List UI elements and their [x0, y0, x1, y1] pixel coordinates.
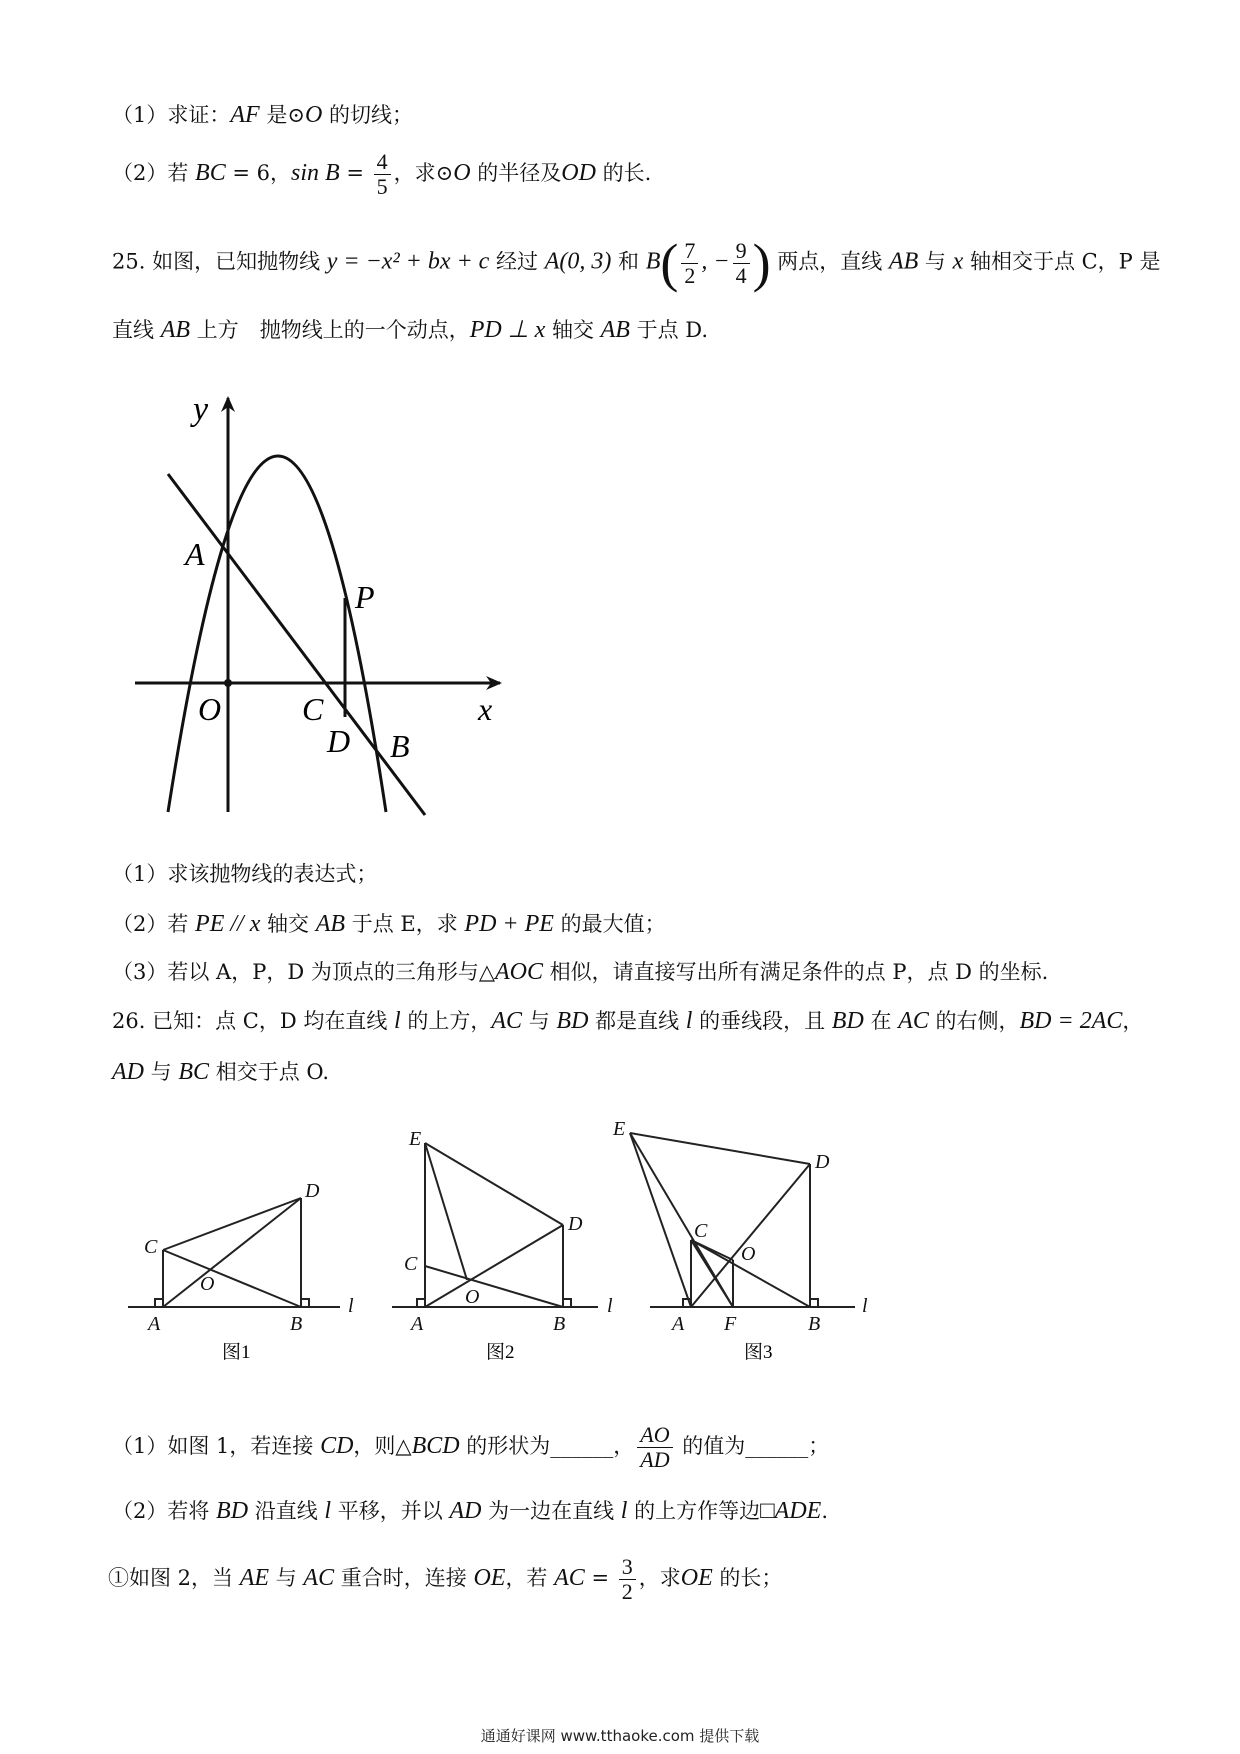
fig3-label-B: B — [808, 1313, 821, 1335]
fraction: $\frac{9}{4}$ — [733, 239, 750, 288]
fig3-label-D: D — [815, 1151, 830, 1173]
fig3-label-F: F — [724, 1313, 737, 1335]
fig2-right-angle-a — [417, 1299, 425, 1307]
label-A: A — [185, 536, 205, 572]
fig2-label-C: C — [404, 1253, 418, 1275]
fig1-label-A: A — [148, 1313, 161, 1335]
label-C: C — [302, 691, 324, 727]
page-footer: 通通好课网 www.tthaoke.com 提供下载 — [480, 1727, 760, 1745]
q26-sub3: ①如图 2，当 AE 与 AC 重合时，连接 OE，若 AC = $\frac{3}{2}$ ，求OE 的长； — [108, 1554, 783, 1604]
fig2-label-E: E — [409, 1128, 422, 1150]
q25-sub1: （1）求该抛物线的表达式； — [112, 862, 378, 886]
fig3-label-O: O — [741, 1243, 756, 1265]
fig3-ad — [691, 1164, 810, 1307]
q24-part1: （1）求证：AF 是⊙O 的切线； — [112, 102, 414, 128]
q26-sub1: （1）如图 1，若连接 CD，则△BCD 的形状为______， $\frac{AO}{AD}$ 的值为______； — [112, 1422, 830, 1472]
fig1-label-B: B — [290, 1313, 303, 1335]
q26-figures — [120, 1115, 890, 1365]
figure-1 — [128, 1198, 340, 1307]
label-y: y — [193, 391, 209, 428]
parabola-figure — [125, 385, 525, 825]
fig1-label-O: O — [200, 1273, 215, 1295]
fraction: $\frac{AO}{AD}$ — [637, 1423, 672, 1472]
label-x: x — [478, 691, 493, 727]
fig1-label-C: C — [144, 1236, 158, 1258]
fig1-caption: 图1 — [222, 1342, 251, 1363]
fig2-bc — [425, 1266, 563, 1307]
q26-statement-line1: 26. 已知：点 C，D 均在直线 l 的上方，AC 与 BD 都是直线 l 的垂线段，且 BD 在 AC 的右侧，BD = 2AC， — [112, 1008, 1144, 1034]
fig3-right-angle-b — [810, 1299, 818, 1307]
fig2-label-B: B — [553, 1313, 566, 1335]
fig2-label-l: l — [607, 1295, 613, 1317]
label-O: O — [198, 691, 222, 727]
fig1-ad — [163, 1198, 301, 1307]
q24-part2: （2）若 BC = 6，sin B = $\frac{4}{5}$ ，求⊙O 的半径及OD 的长. — [112, 149, 652, 199]
fig3-ed — [630, 1133, 810, 1164]
fig2-caption: 图2 — [486, 1342, 515, 1363]
fig2-ad — [425, 1225, 563, 1307]
fig1-cd — [163, 1198, 301, 1250]
label-B: B — [390, 728, 410, 764]
q26-sub2: （2）若将 BD 沿直线 l 平移，并以 AD 为一边在直线 l 的上方作等边□ADE. — [112, 1498, 828, 1524]
fig1-bc — [163, 1250, 301, 1307]
fig1-right-angle-b — [301, 1299, 309, 1307]
fig3-label-A: A — [672, 1313, 685, 1335]
origin-dot — [224, 679, 232, 687]
fig1-right-angle-a — [155, 1299, 163, 1307]
q25-statement-line2: 直线 AB 上方 抛物线上的一个动点，PD ⊥ x 轴交 AB 于点 D. — [112, 317, 709, 343]
fig3-label-E: E — [613, 1118, 626, 1140]
q25-sub3: （3）若以 A，P，D 为顶点的三角形与△AOC 相似，请直接写出所有满足条件的点 P，点 D 的坐标. — [112, 959, 1049, 985]
fig3-caption: 图3 — [744, 1342, 773, 1363]
q26-statement-line2: AD 与 BC 相交于点 O. — [112, 1059, 330, 1085]
fig2-label-A: A — [411, 1313, 424, 1335]
fig1-label-l: l — [348, 1295, 354, 1317]
fraction: $\frac{7}{2}$ — [681, 239, 698, 288]
fig2-label-O: O — [465, 1286, 480, 1308]
q25-statement-line1: 25. 如图，已知抛物线 y = −x² + bx + c 经过 A(0, 3) 和 B( $\frac{7}{2}$ , − $\frac{9}{4}$ ) 两点，直线 AB 与 x 轴相交于点 C，P 是 — [112, 233, 1161, 293]
fig2-label-D: D — [568, 1213, 583, 1235]
line-ab — [168, 474, 425, 815]
fig2-right-angle-b — [563, 1299, 571, 1307]
parabola-curve — [168, 456, 386, 812]
label-D: D — [327, 723, 351, 759]
fig3-label-l: l — [862, 1295, 868, 1317]
fig1-label-D: D — [305, 1180, 320, 1202]
fraction: $\frac{3}{2}$ — [619, 1555, 636, 1604]
label-P: P — [355, 579, 375, 615]
fig3-label-C: C — [694, 1220, 708, 1242]
fraction: $\frac{4}{5}$ — [374, 150, 391, 199]
q25-sub2: （2）若 PE // x 轴交 AB 于点 E，求 PD + PE 的最大值； — [112, 911, 666, 937]
